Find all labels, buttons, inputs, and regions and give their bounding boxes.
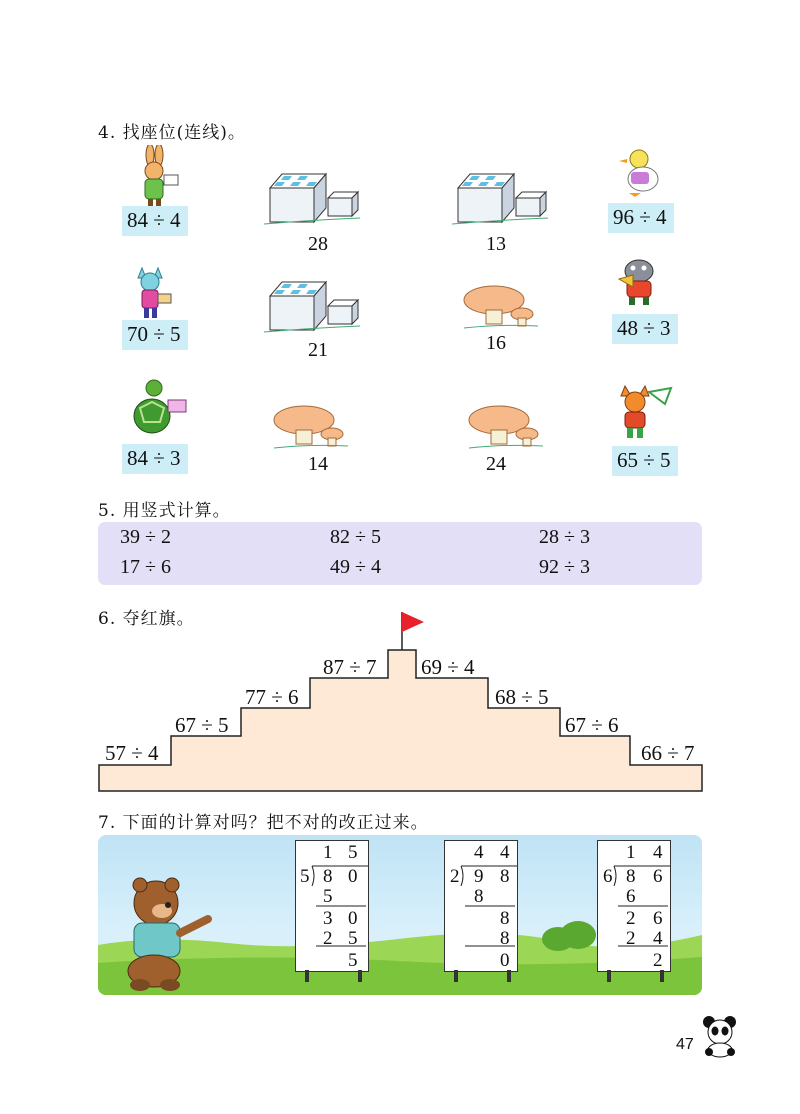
dividend-digit: 0 [348,866,358,887]
section7-title: 7. 下面的计算对吗？把不对的改正过来。 [98,813,429,833]
step-left-4: 87 ÷ 7 [323,655,377,679]
expr-70-div-5: 70 ÷ 5 [122,320,188,350]
step-digit: 8 [474,886,484,907]
panda-icon [700,1014,740,1058]
step-right-1: 69 ÷ 4 [421,655,475,679]
hippo-illustration [613,255,673,310]
divisor-digit: 2 [450,866,460,887]
calc-expr: 39 ÷ 2 [120,526,171,548]
expr-48-div-3: 48 ÷ 3 [612,314,678,344]
step-right-3: 67 ÷ 6 [565,713,619,737]
quotient-digit: 1 [626,842,636,863]
board-leg [454,970,458,982]
step-left-1: 57 ÷ 4 [105,741,159,765]
step-digit: 3 [323,908,333,929]
step-digit: 0 [348,908,358,929]
divisor-digit: 6 [603,866,613,887]
section5-title: 5. 用竖式计算。 [98,501,231,521]
vertical-calc-band [98,522,702,585]
expr-65-div-5: 65 ÷ 5 [612,446,678,476]
seat-number-21: 21 [308,339,328,361]
board-leg [358,970,362,982]
step-right-4: 66 ÷ 7 [641,741,695,765]
step-digit: 6 [653,908,663,929]
step-digit: 2 [626,908,636,929]
calc-expr: 28 ÷ 3 [539,526,590,548]
step-left-3: 77 ÷ 6 [245,685,299,709]
quotient-digit: 4 [474,842,484,863]
calc-expr: 17 ÷ 6 [120,556,171,578]
section4-title: 4. 找座位(连线)。 [98,123,246,143]
step-digit: 5 [348,928,358,949]
cat-illustration [128,262,188,320]
seat-number-24: 24 [486,453,506,475]
dividend-digit: 8 [626,866,636,887]
calc-expr: 92 ÷ 3 [539,556,590,578]
quotient-digit: 1 [323,842,333,863]
seat-number-13: 13 [486,233,506,255]
seat-table-13 [450,168,550,230]
seat-number-16: 16 [486,332,506,354]
seat-mushroom-24 [465,402,545,452]
seat-mushroom-14 [270,402,350,452]
red-flag-icon [402,612,424,632]
seat-number-28: 28 [308,233,328,255]
step-right-2: 68 ÷ 5 [495,685,549,709]
rabbit-illustration [128,145,188,210]
step-digit: 2 [653,950,663,971]
expr-96-div-4: 96 ÷ 4 [608,203,674,233]
fox-illustration [615,382,675,442]
seat-mushroom-16 [460,282,540,332]
step-left-2: 67 ÷ 5 [175,713,229,737]
duck-illustration [617,145,677,200]
step-digit: 2 [323,928,333,949]
expr-84-div-3: 84 ÷ 3 [122,444,188,474]
quotient-digit: 5 [348,842,358,863]
step-digit: 6 [626,886,636,907]
seat-table-28 [262,168,362,230]
divisor-digit: 5 [300,866,310,887]
dividend-digit: 8 [323,866,333,887]
seat-number-14: 14 [308,453,328,475]
turtle-illustration [126,378,196,443]
step-digit: 8 [500,908,510,929]
calc-expr: 82 ÷ 5 [330,526,381,548]
calc-expr: 49 ÷ 4 [330,556,381,578]
dividend-digit: 9 [474,866,484,887]
board-leg [305,970,309,982]
quotient-digit: 4 [500,842,510,863]
section6-title: 6. 夺红旗。 [98,609,195,629]
seat-table-21 [262,276,362,338]
dividend-digit: 6 [653,866,663,887]
step-digit: 4 [653,928,663,949]
bear-illustration [112,875,222,993]
staircase [98,608,704,793]
step-digit: 2 [626,928,636,949]
step-digit: 5 [323,886,333,907]
step-digit: 0 [500,950,510,971]
step-digit: 8 [500,928,510,949]
board-leg [607,970,611,982]
page-number: 47 [676,1036,694,1053]
step-digit: 5 [348,950,358,971]
expr-84-div-4: 84 ÷ 4 [122,206,188,236]
quotient-digit: 4 [653,842,663,863]
dividend-digit: 8 [500,866,510,887]
